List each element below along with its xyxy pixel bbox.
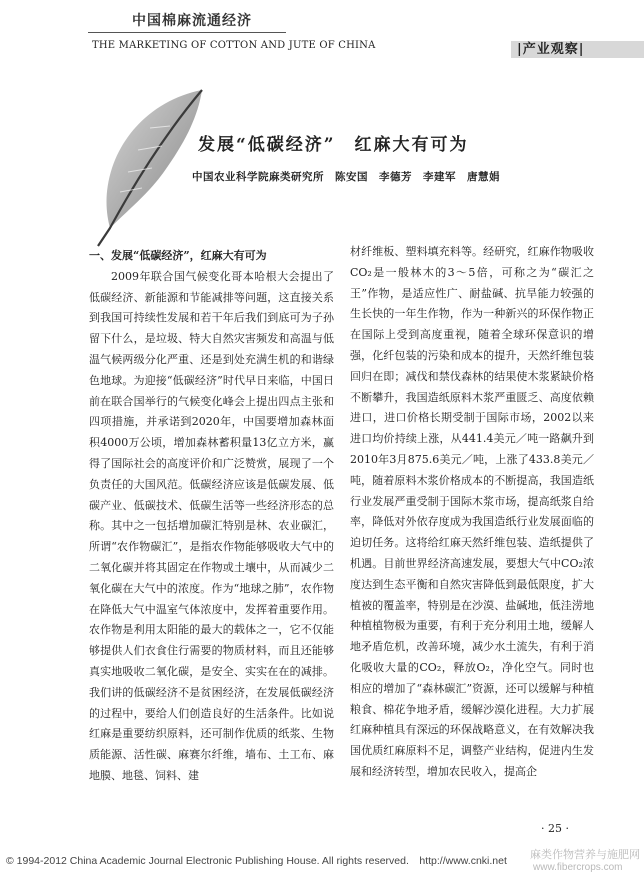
section-heading: 一、发展“低碳经济”，红麻大有可为	[89, 249, 267, 262]
watermark-text: 麻类作物营养与施肥网	[530, 849, 640, 861]
article-byline: 中国农业科学院麻类研究所 陈安国 李德芳 李建军 唐慧娟	[192, 171, 500, 183]
body-paragraph: 材纤维板、塑料填充料等。经研究，红麻作物吸收CO₂是一般林木的3～5倍，可称之为“碳汇之王”作物，是适应性广、耐盐碱、抗旱能力较强的生长快的一年生作物，作为一种新兴的环保作物正在国际上受到高度重视，随着全球环保意识的增强，化纤包装的污染和成本的提升，天然纤维包装回归在即；减伐和禁伐森林的结果使木浆紧缺价格不断攀升，我国造纸原料木浆严重匮乏、高度依赖进口，进口价格长期受制于国际市场，2002以来进口均价持续上涨，从441.4美元／吨一路飙升到2010年3月875.6美元／吨，上涨了433.8美元／吨，随着原料木浆价格成本的不断提高，我国造纸行业发展严重受制于国际木浆市场，提高纸浆自给率，降低对外依存度成为我国造纸行业发展面临的迫切任务。这将给红麻天然纤维包装、造纸提供了机遇。目前世界经济高速发展，要想大气中CO₂浓度达到生态平衡和自然灾害降低到最低限度，扩大植被的覆盖率，特别是在沙漠、盐碱地，低洼涝地种植植物极为重要，有利于充分利用土地，缓解人地矛盾危机，改善环境，减少水土流失，有利于消化吸收大量的CO₂，释放O₂，净化空气。同时也相应的增加了“森林碳汇”资源，还可以缓解与种植粮食、棉花争地矛盾，缓解沙漠化进程。大力扩展红麻种植具有深远的环保战略意义，在有效解决我国优质红麻原料不足，调整产业结构，促进内生发展和经济转型，增加农民收入，提高企	[350, 245, 594, 778]
watermark-url: www.fibercrops.com	[533, 862, 623, 873]
page-number: · 25 ·	[541, 822, 569, 835]
journal-title-cn: 中国棉麻流通经济	[132, 13, 252, 29]
body-paragraph: 2009年联合国气候变化哥本哈根大会提出了低碳经济、新能源和节能减排等问题，这直接关系到我国可持续性发展和若干年后我们到底可为子孙留下什么，是垃圾、特大自然灾害频发和高温与低温气候两级分化严重、还是到处充满生机的和谐绿色地球。为迎接“低碳经济”时代早日来临，中国日前在联合国举行的气候变化峰会上提出四点主张和四项措施，并承诺到2020年，中国要增加森林面积4000万公顷，增加森林蓄积量13亿立方米，赢得了国际社会的高度评价和广泛赞赏，展现了一个负责任的大国风范。低碳经济应该是低碳发展、低碳产业、低碳技术、低碳生活等一些经济形态的总称。其中之一包括增加碳汇特别是林、农业碳汇，所谓“农作物碳汇”，是指农作物能够吸收大气中的二氧化碳并将其固定在作物或土壤中，从而减少二氧化碳在大气中的浓度。作为“地球之肺”，农作物在降低大气中温室气体浓度中，发挥着重要作用。农作物是利用太阳能的最大的载体之一，它不仅能够提供人们衣食住行需要的物质材料，而且还能够真实地吸收二氧化碳，是安全、实实在在的减排。我们讲的低碳经济不是贫困经济，在发展低碳经济的过程中，要给人们创造良好的生活条件。比如说红麻是重要纺织原料，还可制作优质的纸浆、生物质能源、活性碳、麻赛尔纤维，墙布、土工布、麻地膜、地毯、饲料、建	[89, 269, 334, 782]
section-tag: |产业观察|	[511, 41, 644, 58]
feather-icon	[90, 88, 205, 248]
left-column	[89, 246, 334, 787]
header-rule	[88, 32, 286, 33]
article-title: 发展“低碳经济” 红麻大有可为	[198, 135, 469, 155]
right-column	[350, 242, 594, 783]
copyright-notice: © 1994-2012 China Academic Journal Electronic Publishing House. All rights reserved. http://www.cnki.net	[6, 855, 507, 867]
journal-title-en: THE MARKETING OF COTTON AND JUTE OF CHINA	[92, 40, 376, 51]
